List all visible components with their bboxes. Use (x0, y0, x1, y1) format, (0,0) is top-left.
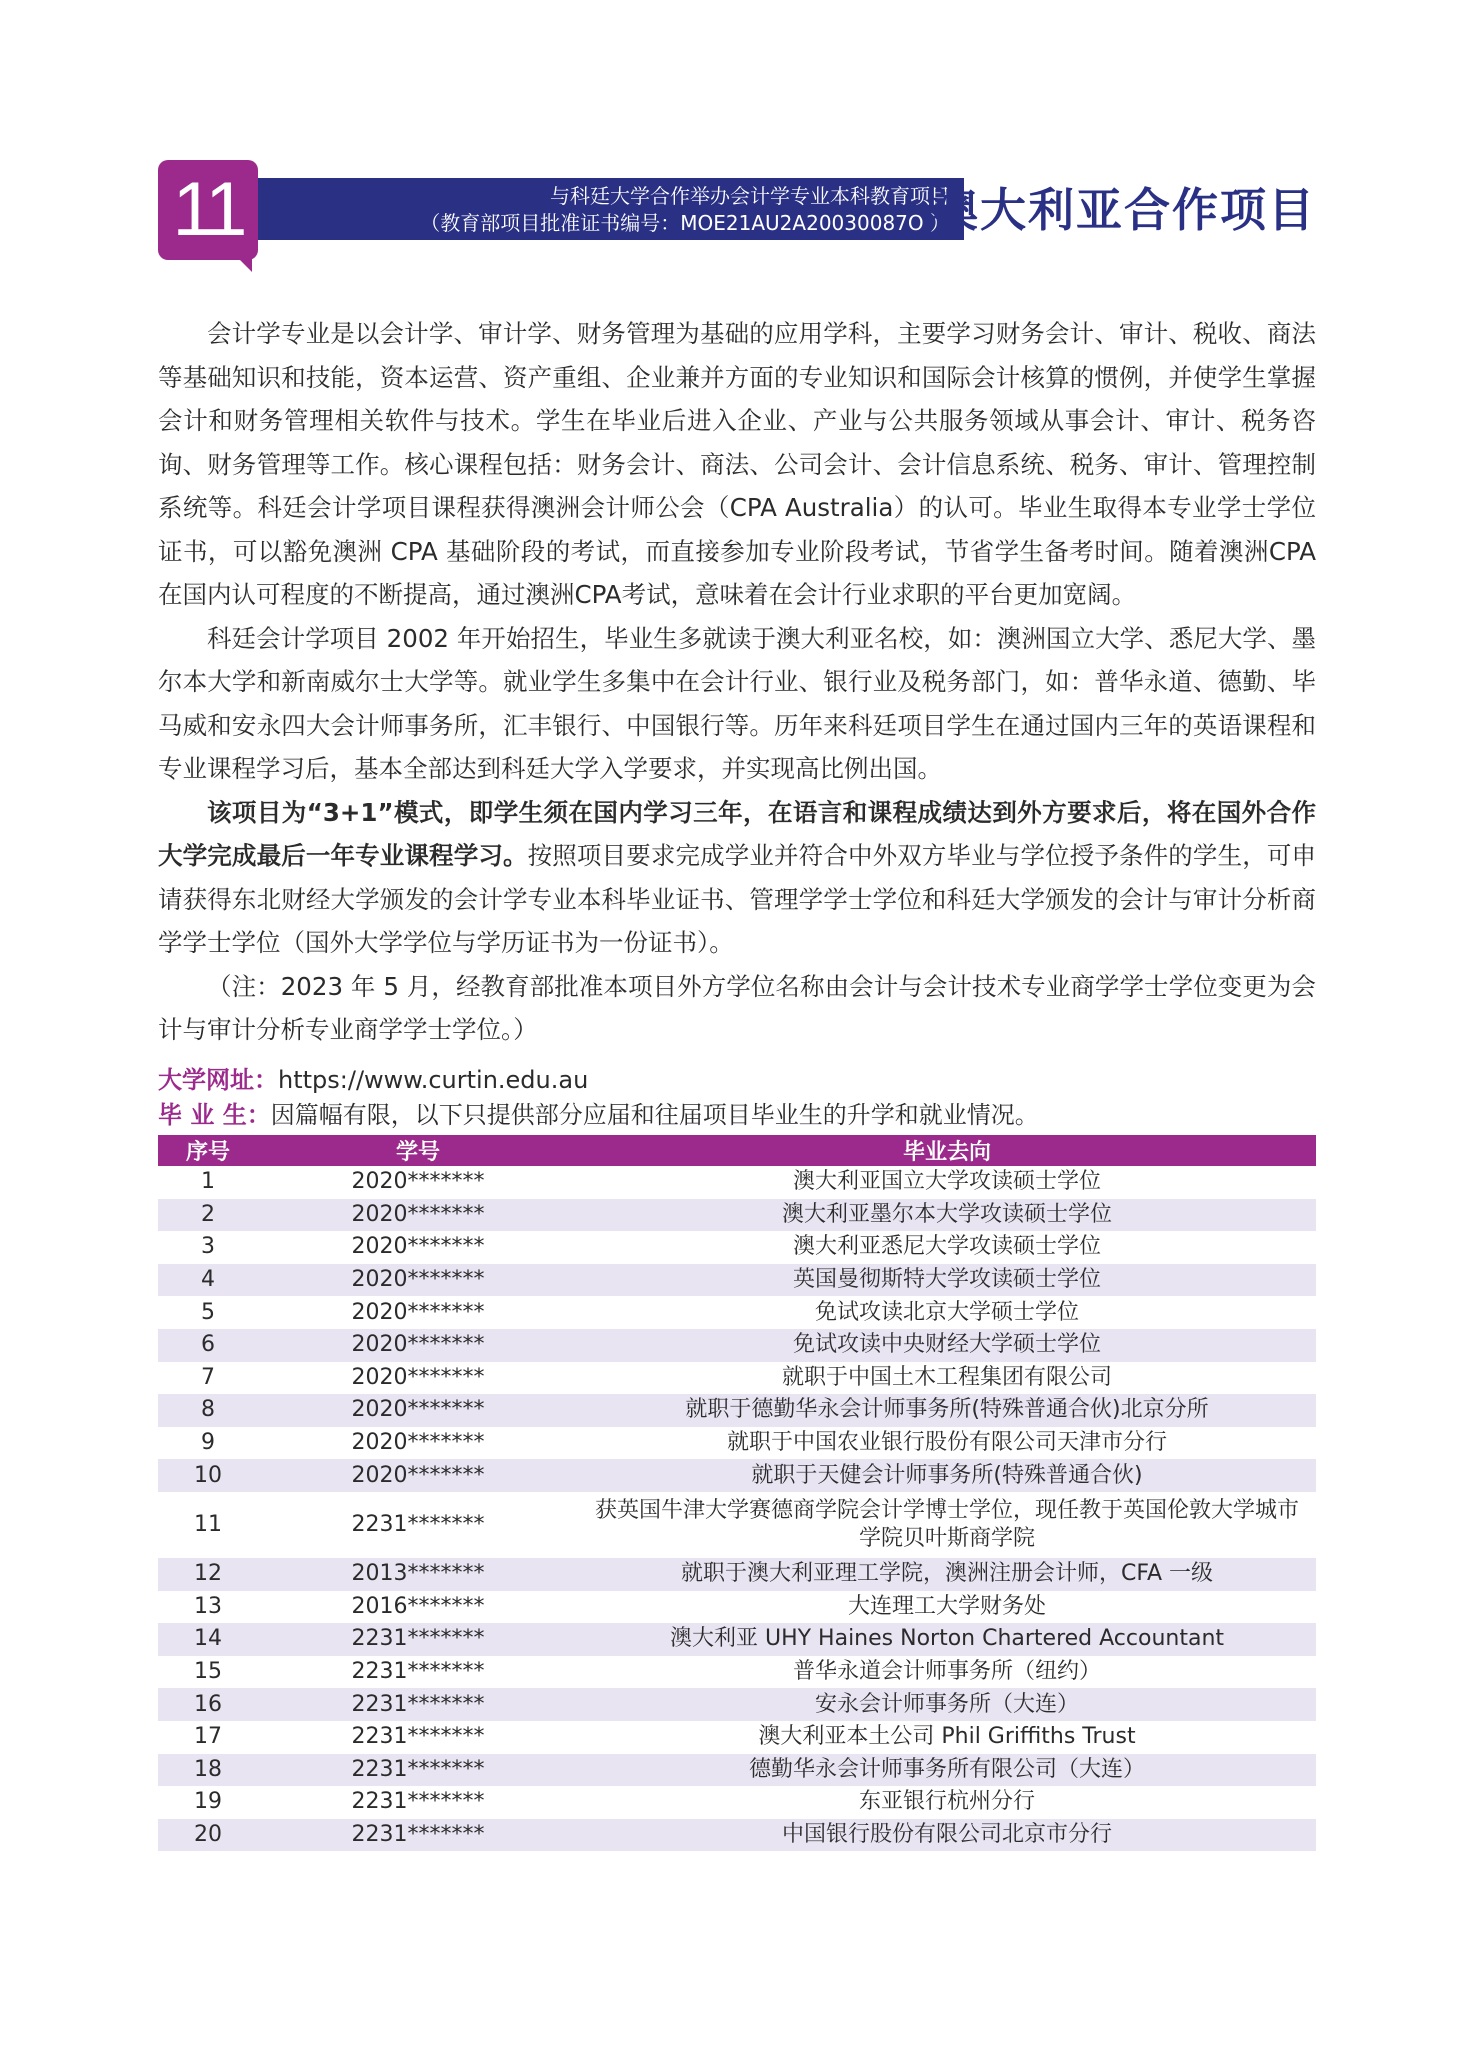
row-student-id: 2020******* (351, 1430, 485, 1456)
row-destination: 免试攻读北京大学硕士学位 (814, 1299, 1079, 1325)
row-student-id: 2231******* (258, 1754, 578, 1787)
table-row (158, 1786, 1316, 1819)
graduates-note: 因篇幅有限，以下只提供部分应届和往届项目毕业生的升学和就业情况。 (270, 1101, 1039, 1129)
mode-detail: 按照项目要求完成学业并符合中外双方毕业与学位授予条件的学生，可申请获得东北财经大学颁发的会计学专业本科毕业证书、管理学学士学位和科廷大学颁发的会计与审计分析商学学士学位（国外大学学位与学历证书为一份证书）。 (158, 841, 1317, 957)
mode-highlight: 该项目为“3+1”模式，即学生须在国内学习三年，在语言和课程成绩达到外方要求后，将在国外合作大学完成最后一年专业课程学习。 (158, 797, 1316, 870)
row-no: 9 (201, 1430, 215, 1456)
row-destination: 澳大利亚悉尼大学攻读硕士学位 (792, 1234, 1101, 1260)
row-destination: 英国曼彻斯特大学攻读硕士学位 (578, 1264, 1316, 1297)
row-no: 6 (158, 1329, 258, 1362)
row-student-id: 2020******* (258, 1329, 578, 1362)
table-row (158, 1166, 1316, 1199)
section-number: 11 (172, 167, 244, 252)
row-destination: 就职于中国土木工程集团有限公司 (781, 1364, 1112, 1390)
row-student-id: 2020******* (351, 1299, 485, 1325)
row-destination: 获英国牛津大学赛德商学院会计学博士学位，现任教于英国伦敦大学城市学院贝叶斯商学院 (594, 1497, 1299, 1551)
row-destination: 就职于中国农业银行股份有限公司天津市分行 (726, 1430, 1167, 1456)
table-row (158, 1264, 1316, 1297)
table-row (158, 1492, 1316, 1558)
row-destination: 澳大利亚国立大学攻读硕士学位 (792, 1169, 1101, 1195)
row-destination: 就职于德勤华永会计师事务所(特殊普通合伙)北京分所 (578, 1394, 1316, 1427)
table-row (158, 1623, 1316, 1656)
row-no: 17 (194, 1724, 222, 1750)
table-row (158, 1231, 1316, 1264)
table-row (158, 1459, 1316, 1492)
graduates-table (158, 1135, 1316, 1851)
table-row (158, 1721, 1316, 1754)
row-student-id: 2231******* (258, 1819, 578, 1852)
paragraph-mode (158, 791, 1316, 965)
table-row (158, 1199, 1316, 1232)
section-number-badge (158, 160, 258, 260)
graduates-label: 毕 业 生： (158, 1101, 271, 1129)
row-destination: 澳大利亚 UHY Haines Norton Chartered Accountant (578, 1623, 1316, 1656)
row-no: 12 (158, 1558, 258, 1591)
row-destination: 安永会计师事务所（大连） (578, 1688, 1316, 1721)
row-student-id: 2231******* (258, 1623, 578, 1656)
row-destination: 大连理工大学财务处 (847, 1593, 1046, 1619)
paragraph-history: 科廷会计学项目 2002 年开始招生，毕业生多就读于澳大利亚名校，如：澳洲国立大学、悉尼大学、墨尔本大学和新南威尔士大学等。就业学生多集中在会计行业、银行业及税务部门，如：普华永道、德勤、毕马威和安永四大会计师事务所，汇丰银行、中国银行等。历年来科廷项目学生在通过国内三年的英语课程和专业课程学习后，基本全部达到科廷大学入学要求，并实现高比例出国。 (158, 623, 1316, 783)
graduates-line (158, 1099, 1316, 1131)
paragraph-intro: 会计学专业是以会计学、审计学、财务管理为基础的应用学科，主要学习财务会计、审计、税收、商法等基础知识和技能，资本运营、资产重组、企业兼并方面的专业知识和国际会计核算的惯例，并使学生掌握会计和财务管理相关软件与技术。学生在毕业后进入企业、产业与公共服务领域从事会计、审计、税务咨询、财务管理等工作。核心课程包括：财务会计、商法、公司会计、会计信息系统、税务、审计、管理控制系统等。科廷会计学项目课程获得澳洲会计师公会（CPA Australia）的认可。毕业生取得本专业学士学位证书，可以豁免澳洲 CPA 基础阶段的考试，而直接参加专业阶段考试，节省学生备考时间。随着澳洲CPA在国内认可程度的不断提高，通过澳洲CPA考试，意味着在会计行业求职的平台更加宽阔。 (158, 319, 1316, 609)
row-no: 2 (158, 1199, 258, 1232)
row-no: 14 (158, 1623, 258, 1656)
row-no: 13 (194, 1593, 222, 1619)
table-row (158, 1754, 1316, 1787)
row-destination: 澳大利亚本土公司 Phil Griffiths Trust (758, 1724, 1136, 1750)
page-header (158, 160, 1316, 270)
row-student-id: 2020******* (258, 1394, 578, 1427)
row-student-id: 2013******* (258, 1558, 578, 1591)
table-row (158, 1656, 1316, 1689)
program-subtitle: 与科廷大学合作举办会计学专业本科教育项目 (550, 184, 950, 208)
program-band (258, 178, 964, 240)
page-title: 澳大利亚合作项目 (932, 183, 1316, 237)
row-no: 18 (158, 1754, 258, 1787)
row-no: 16 (158, 1688, 258, 1721)
table-row (158, 1296, 1316, 1329)
row-student-id: 2016******* (351, 1593, 485, 1619)
row-destination: 澳大利亚墨尔本大学攻读硕士学位 (578, 1199, 1316, 1232)
row-destination: 中国银行股份有限公司北京市分行 (578, 1819, 1316, 1852)
table-row (158, 1394, 1316, 1427)
row-destination: 就职于澳大利亚理工学院，澳洲注册会计师，CFA 一级 (578, 1558, 1316, 1591)
row-destination: 就职于天健会计师事务所(特殊普通合伙) (578, 1459, 1316, 1492)
row-student-id: 2020******* (351, 1364, 485, 1390)
table-row (158, 1591, 1316, 1624)
header-no: 序号 (158, 1135, 258, 1166)
row-student-id: 2231******* (351, 1659, 485, 1685)
row-no: 20 (158, 1819, 258, 1852)
row-no: 19 (194, 1789, 222, 1815)
website-link[interactable]: https://www.curtin.edu.au (278, 1066, 589, 1094)
website-line (158, 1064, 1316, 1096)
row-no: 7 (201, 1364, 215, 1390)
row-destination: 东亚银行杭州分行 (858, 1789, 1035, 1815)
row-no: 4 (158, 1264, 258, 1297)
row-student-id: 2020******* (351, 1169, 485, 1195)
table-header-row (158, 1135, 1316, 1166)
header-student-id: 学号 (258, 1135, 578, 1166)
row-no: 5 (201, 1299, 215, 1325)
program-certificate: （教育部项目批准证书编号：MOE21AU2A20030087O ） (420, 211, 950, 235)
header-destination: 毕业去向 (578, 1135, 1316, 1166)
row-destination: 德勤华永会计师事务所有限公司（大连） (578, 1754, 1316, 1787)
row-no: 15 (194, 1659, 222, 1685)
row-student-id: 2020******* (258, 1199, 578, 1232)
row-student-id: 2020******* (258, 1459, 578, 1492)
row-no: 1 (201, 1169, 215, 1195)
table-row (158, 1427, 1316, 1460)
row-no: 8 (158, 1394, 258, 1427)
row-no: 10 (158, 1459, 258, 1492)
table-row (158, 1688, 1316, 1721)
table-row (158, 1362, 1316, 1395)
website-label: 大学网址： (158, 1066, 278, 1094)
row-student-id: 2231******* (258, 1688, 578, 1721)
paragraph-note: （注：2023 年 5 月，经教育部批准本项目外方学位名称由会计与会计技术专业商学学士学位变更为会计与审计分析专业商学学士学位。） (158, 971, 1316, 1044)
row-destination: 普华永道会计师事务所（纽约） (792, 1659, 1101, 1685)
table-row (158, 1329, 1316, 1362)
row-no: 11 (194, 1511, 222, 1537)
program-description (158, 312, 1316, 1052)
row-student-id: 2231******* (351, 1789, 485, 1815)
row-student-id: 2020******* (351, 1234, 485, 1260)
row-destination: 免试攻读中央财经大学硕士学位 (578, 1329, 1316, 1362)
row-student-id: 2020******* (258, 1264, 578, 1297)
row-student-id: 2231******* (351, 1511, 485, 1537)
row-no: 3 (201, 1234, 215, 1260)
row-student-id: 2231******* (351, 1724, 485, 1750)
badge-tail (238, 258, 252, 272)
table-row (158, 1819, 1316, 1852)
table-row (158, 1558, 1316, 1591)
